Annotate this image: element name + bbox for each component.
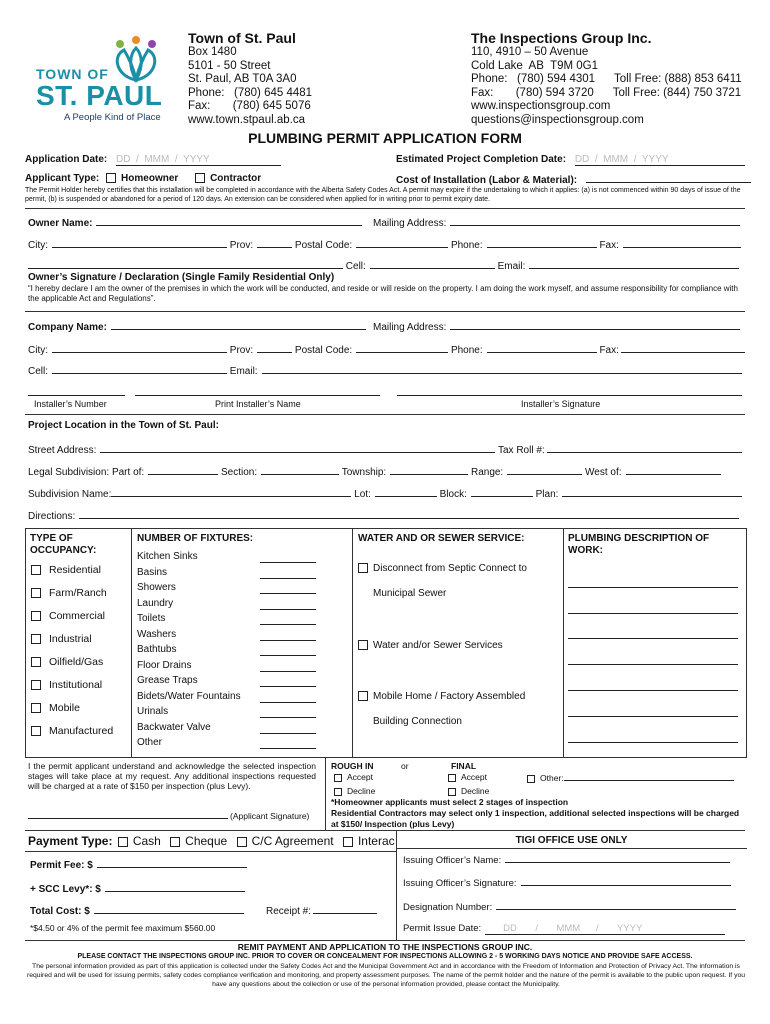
owner-cell-label: Cell: (345, 261, 366, 272)
officer-signature-row (403, 876, 731, 889)
total-label: Total Cost: $ (30, 906, 90, 917)
inspections-email[interactable]: questions@inspectionsgroup.com (471, 113, 644, 126)
permit-fee-field[interactable] (97, 858, 247, 868)
scc-levy-label: + SCC Levy*: $ (30, 884, 101, 895)
occupancy-item (31, 679, 102, 691)
officer-name-label: Issuing Officer’s Name: (403, 855, 502, 866)
occupancy-checkbox[interactable] (31, 588, 41, 598)
directions-field[interactable] (79, 509, 739, 519)
fixture-label: Urinals (137, 706, 169, 717)
applicant-signature-label: (Applicant Signature) (230, 811, 310, 821)
completion-date-label: Estimated Project Completion Date: (396, 154, 567, 165)
inspections-header (471, 30, 742, 128)
owner-phone-field[interactable] (487, 238, 597, 248)
subdivision-field[interactable] (111, 487, 351, 497)
company-cell-field[interactable] (52, 364, 227, 374)
description-line[interactable] (568, 690, 738, 691)
other-checkbox[interactable] (527, 775, 535, 783)
permit-fee-row (30, 858, 247, 871)
grid-divider (352, 528, 353, 758)
other-inspection (527, 772, 734, 783)
designation-row (403, 900, 736, 913)
company-name-field[interactable] (111, 320, 366, 330)
range-label: Range: (470, 467, 504, 478)
occupancy-label: Institutional (49, 679, 103, 691)
lot-field[interactable] (375, 487, 437, 497)
scc-levy-field[interactable] (105, 882, 245, 892)
subdivision-row (28, 487, 742, 500)
fixture-label: Floor Drains (137, 659, 192, 671)
interac-label: Interac (357, 834, 395, 848)
officer-name-field[interactable] (505, 853, 730, 863)
scc-levy-row (30, 882, 245, 895)
fixture-label: Backwater Valve (137, 721, 211, 733)
fixture-label: Showers (137, 582, 176, 593)
cheque-checkbox[interactable] (170, 837, 180, 847)
application-date-field[interactable]: DD / MMM / YYYY (116, 154, 281, 166)
project-location-title: Project Location in the Town of St. Paul: (28, 420, 219, 431)
fixture-label: Washers (137, 628, 177, 640)
owner-signature-field[interactable] (28, 259, 343, 269)
company-mailing-label: Mailing Address: (373, 322, 447, 333)
legal-row (28, 465, 721, 478)
section-field[interactable] (261, 465, 339, 475)
description-line[interactable] (568, 638, 738, 639)
payment-type-row (28, 834, 395, 848)
occupancy-item (31, 656, 103, 668)
occupancy-checkbox[interactable] (31, 657, 41, 667)
description-line[interactable] (568, 716, 738, 717)
cheque-label: Cheque (185, 834, 228, 848)
fixtures-title: NUMBER OF FIXTURES: (137, 533, 254, 544)
grid-divider (563, 528, 564, 758)
fixture-count-field[interactable] (260, 717, 316, 718)
fixture-count-field[interactable] (260, 655, 316, 656)
description-line[interactable] (568, 742, 738, 743)
block-field[interactable] (471, 487, 533, 497)
street-row (28, 443, 742, 456)
remit-notice: REMIT PAYMENT AND APPLICATION TO THE INSPECTIONS GROUP INC. (237, 942, 533, 952)
rough-in-decline-checkbox[interactable] (334, 788, 342, 796)
company-fax-field[interactable] (621, 343, 745, 353)
or-label: or (401, 761, 409, 771)
owner-postal-field[interactable] (356, 238, 448, 248)
other-field[interactable] (564, 772, 734, 781)
fixture-count-field[interactable] (260, 702, 316, 703)
fixture-label: Bidets/Water Fountains (137, 690, 241, 702)
water-option-1b: Municipal Sewer (373, 588, 447, 599)
owner-prov-label: Prov: (229, 240, 254, 251)
company-city-field[interactable] (52, 343, 227, 353)
water-option-3 (358, 691, 525, 702)
subdivision-label: Subdivision Name: (28, 489, 112, 500)
fixture-label: Kitchen Sinks (137, 551, 198, 562)
occupancy-item (31, 702, 80, 714)
office-use-title: TIGI OFFICE USE ONLY (515, 835, 628, 846)
final-accept-checkbox[interactable] (448, 774, 456, 782)
company-email-field[interactable] (262, 364, 742, 374)
owner-phone-label: Phone: (450, 240, 483, 251)
town-address-line: 5101 - 50 Street (188, 59, 271, 72)
applicant-type-label: Applicant Type: (25, 173, 100, 184)
town-fax: Fax: (780) 645 5076 (188, 100, 311, 113)
grid-divider (131, 528, 132, 758)
town-title: Town of St. Paul (188, 30, 296, 46)
payment-type-label: Payment Type: (28, 834, 113, 848)
owner-name-field[interactable] (96, 216, 362, 226)
logo-flower-icon (106, 36, 166, 84)
company-cell-label: Cell: (28, 366, 49, 377)
levy-footnote: *$4.50 or 4% of the permit fee maximum $560.00 (30, 923, 216, 933)
owner-name-row (28, 216, 362, 229)
fixture-label: Basins (137, 566, 168, 578)
divider (25, 414, 745, 415)
rough-in-label: ROUGH IN (331, 761, 374, 771)
accept-label: Accept (347, 772, 373, 782)
fixture-label: Bathtubs (137, 644, 177, 655)
fixture-count-field[interactable] (260, 562, 316, 563)
water-option-label: Mobile Home / Factory Assembled (373, 691, 526, 702)
cash-checkbox[interactable] (118, 837, 128, 847)
contractor-label: Contractor (210, 173, 262, 184)
occupancy-label: Manufactured (49, 725, 114, 737)
company-prov-label: Prov: (229, 345, 254, 356)
part-of-field[interactable] (148, 465, 218, 475)
final-label: FINAL (451, 761, 477, 771)
officer-name-row (403, 853, 730, 866)
acknowledgement-text: I the permit applicant understand and acknowledge the selected inspection stages will take place at my request. Any additional inspections requested will be charged at a rate of $150 per inspection (plus Levy). (28, 761, 316, 791)
installer-signature-field[interactable] (397, 395, 742, 396)
inspection-contact-notice: PLEASE CONTACT THE INSPECTIONS GROUP INC. PRIOR TO COVER OR CONCEALMENT FOR INSPECTIONS ALLOWING 2 - 5 WORKING DAYS NOTICE AND PROVIDE SAFE ACCESS. (77, 953, 693, 960)
town-address-line: St. Paul, AB T0A 3A0 (188, 73, 297, 86)
owner-signature-title: Owner’s Signature / Declaration (Single Family Residential Only) (28, 272, 335, 283)
owner-mailing-label: Mailing Address: (373, 218, 447, 229)
fixture-label: Toilets (137, 613, 166, 624)
street-label: Street Address: (28, 445, 97, 456)
cost-row (396, 173, 751, 186)
cash-label: Cash (132, 834, 161, 848)
form-title: PLUMBING PERMIT APPLICATION FORM (248, 130, 522, 146)
logo-name: ST. PAUL (36, 80, 163, 111)
inspections-website[interactable]: www.inspectionsgroup.com (471, 100, 611, 113)
description-line[interactable] (568, 587, 738, 588)
inspections-fax: Fax: (780) 594 3720 Toll Free: (844) 750 3721 (471, 86, 742, 99)
fixture-count-field[interactable] (260, 640, 316, 641)
occupancy-item (31, 587, 107, 599)
rough-in-accept (334, 772, 373, 782)
company-city-row (28, 343, 745, 356)
homeowner-checkbox[interactable] (106, 173, 116, 183)
occupancy-item (31, 610, 105, 622)
disconnect-septic-checkbox[interactable] (358, 563, 368, 573)
company-postal-field[interactable] (356, 343, 448, 353)
issue-date-field[interactable]: DD / MMM / YYYY (485, 923, 725, 935)
decline-label: Decline (347, 786, 376, 796)
permit-fee-label: Permit Fee: $ (30, 860, 93, 871)
description-line[interactable] (568, 664, 738, 665)
company-phone-label: Phone: (450, 345, 483, 356)
inspections-address-line: 110, 4910 – 50 Avenue (471, 46, 589, 58)
fixture-count-field[interactable] (260, 578, 316, 579)
occupancy-label: Mobile (49, 702, 80, 714)
designation-field[interactable] (496, 900, 736, 910)
occupancy-item (31, 633, 92, 645)
cost-field[interactable] (586, 173, 751, 183)
logo-town-of: TOWN OF (36, 66, 109, 82)
water-option-2 (358, 640, 503, 651)
town-phone: Phone: (780) 645 4481 (188, 86, 313, 99)
occupancy-checkbox[interactable] (31, 634, 41, 644)
divider (25, 940, 745, 941)
directions-row (28, 509, 739, 522)
company-prov-field[interactable] (257, 343, 292, 353)
owner-postal-label: Postal Code: (294, 240, 353, 251)
water-option-label: Water and/or Sewer Services (373, 640, 503, 651)
application-date-label: Application Date: (25, 154, 108, 165)
street-field[interactable] (100, 443, 495, 453)
company-city-label: City: (28, 345, 48, 356)
receipt-row (266, 904, 377, 917)
owner-name-label: Owner Name: (28, 218, 93, 229)
inspections-title: The Inspections Group Inc. (471, 30, 652, 46)
company-email-label: Email: (229, 366, 258, 377)
plan-field[interactable] (562, 487, 742, 497)
owner-prov-field[interactable] (257, 238, 292, 248)
divider (25, 851, 396, 852)
owner-mailing-row (373, 216, 740, 229)
logo-tagline: A People Kind of Place (64, 112, 161, 123)
owner-city-row (28, 238, 741, 251)
plan-label: Plan: (535, 489, 559, 500)
disclaimer: The Permit Holder hereby certifies that this installation will be completed in accordance with the Alberta Safety Codes Act. A permit may expire if the undertaking to which it applies: (a) is not commenced within 90 days of issue of the permit, (b) is suspended or abandoned for a period of 120 days. An extension can be considered when applied for in writing prior to permit expiry date. (25, 187, 741, 203)
officer-signature-field[interactable] (521, 876, 731, 886)
occupancy-label: Industrial (49, 633, 92, 645)
town-logo (36, 36, 166, 126)
township-label: Township: (341, 467, 387, 478)
completion-date-field[interactable]: DD / MMM / YYYY (575, 154, 745, 166)
water-option-3b: Building Connection (373, 716, 462, 727)
completion-date-row (396, 154, 745, 166)
divider (25, 830, 745, 831)
applicant-signature-field[interactable] (28, 818, 228, 819)
occupancy-label: Farm/Ranch (49, 587, 107, 599)
town-header (188, 30, 312, 128)
description-line[interactable] (568, 613, 738, 614)
receipt-label: Receipt #: (266, 906, 312, 917)
owner-mailing-field[interactable] (450, 216, 740, 226)
water-title: WATER AND OR SEWER SERVICE: (358, 533, 525, 544)
tax-roll-field[interactable] (547, 443, 742, 453)
divider (396, 848, 747, 849)
fixture-count-field[interactable] (260, 624, 316, 625)
final-decline-checkbox[interactable] (448, 788, 456, 796)
inspection-divider (325, 758, 326, 830)
fixture-count-field[interactable] (260, 686, 316, 687)
company-cell-row (28, 364, 742, 377)
town-address-line: Box 1480 (188, 46, 237, 58)
company-name-row (28, 320, 366, 333)
fixture-label: Laundry (137, 597, 174, 609)
cc-agreement-label: C/C Agreement (251, 834, 334, 848)
final-decline (448, 786, 489, 796)
fixture-label: Grease Traps (137, 675, 198, 686)
rough-in-decline (334, 786, 375, 796)
accept-label: Accept (461, 772, 487, 782)
homeowner-label: Homeowner (121, 173, 179, 184)
owner-city-label: City: (28, 240, 48, 251)
range-field[interactable] (507, 465, 582, 475)
occupancy-checkbox[interactable] (31, 680, 41, 690)
block-label: Block: (439, 489, 467, 500)
other-label: Other: (540, 773, 564, 783)
installer-name-label: Print Installer’s Name (215, 399, 301, 409)
installer-name-field[interactable] (135, 395, 380, 396)
company-postal-label: Postal Code: (294, 345, 353, 356)
total-row (30, 904, 244, 917)
company-phone-field[interactable] (487, 343, 597, 353)
fixture-label: Other (137, 737, 163, 748)
west-of-label: West of: (585, 467, 622, 478)
water-sewer-services-checkbox[interactable] (358, 640, 368, 650)
cc-agreement-checkbox[interactable] (237, 837, 247, 847)
owner-declaration: “I hereby declare I am the owner of the premises in which the work will be conducted, and reside or will reside on the property. I am doing the work myself, and assume responsibility for compliance with the applicable Act and Regulations”. (28, 284, 738, 303)
office-divider (396, 830, 397, 940)
occupancy-title: TYPE OF OCCUPANCY: (30, 533, 97, 556)
issue-date-row (403, 923, 725, 935)
installer-signature-label: Installer’s Signature (521, 399, 601, 409)
owner-cell-row (28, 259, 739, 272)
divider (25, 311, 745, 312)
occupancy-checkbox[interactable] (31, 611, 41, 621)
company-mailing-field[interactable] (450, 320, 740, 330)
legal-label: Legal Subdivision: Part of: (28, 467, 145, 478)
lot-label: Lot: (354, 489, 371, 500)
issue-date-label: Permit Issue Date: (403, 923, 482, 934)
receipt-field[interactable] (313, 904, 377, 914)
occupancy-label: Residential (49, 564, 101, 576)
installer-number-field[interactable] (28, 395, 125, 396)
township-field[interactable] (390, 465, 468, 475)
inspections-phone: Phone: (780) 594 4301 Toll Free: (888) 853 6411 (471, 73, 742, 86)
water-option-label: Disconnect from Septic Connect to (373, 563, 527, 574)
fixture-count-field[interactable] (260, 609, 316, 610)
company-name-label: Company Name: (28, 322, 107, 333)
total-field[interactable] (94, 904, 244, 914)
directions-label: Directions: (28, 511, 76, 522)
applicant-type-row (25, 173, 261, 184)
plumbing-description-title: PLUMBING DESCRIPTION OF WORK: (568, 533, 710, 556)
occupancy-label: Oilfield/Gas (49, 656, 104, 668)
mobile-home-checkbox[interactable] (358, 691, 368, 701)
occupancy-label: Commercial (49, 610, 106, 622)
homeowner-note: *Homeowner applicants must select 2 stages of inspection (331, 797, 569, 807)
contractor-note: Residential Contractors may select only 1 inspection, additional selected inspections will be charged at $150/ Inspection (plus Levy) (331, 808, 740, 829)
occupancy-checkbox[interactable] (31, 565, 41, 575)
company-fax-label: Fax: (599, 345, 619, 356)
owner-email-field[interactable] (529, 259, 739, 269)
application-date-row (25, 154, 281, 166)
water-option-1 (358, 563, 527, 574)
owner-cell-field[interactable] (370, 259, 495, 269)
west-of-field[interactable] (626, 465, 721, 475)
fixture-count-field[interactable] (260, 748, 316, 749)
divider (25, 208, 745, 209)
owner-city-field[interactable] (52, 238, 227, 248)
inspections-address-line: Cold Lake AB T9M 0G1 (471, 59, 598, 72)
occupancy-item (31, 725, 113, 737)
section-label: Section: (220, 467, 258, 478)
fixture-count-field[interactable] (260, 671, 316, 672)
tax-roll-label: Tax Roll #: (497, 445, 545, 456)
final-accept (448, 772, 487, 782)
cost-label: Cost of Installation (Labor & Material): (396, 175, 578, 186)
designation-label: Designation Number: (403, 902, 493, 913)
occupancy-checkbox[interactable] (31, 726, 41, 736)
occupancy-item (31, 564, 101, 576)
privacy-notice: The personal information provided as part of this application is collected under the Safety Codes Act and the Municipal Government Act and in accordance with the Freedom of Information and Protection of Privacy Act. The information is required and will be used for issuing permits, safety codes compliance verification and monitoring, and property assessment purposes. The name of the permit holder and the nature of the permit is available to the public upon request. If you have any questions about the collection or use of the personal information provided, please contact the Municipality. (26, 963, 746, 988)
owner-fax-field[interactable] (623, 238, 741, 248)
officer-signature-label: Issuing Officer’s Signature: (403, 878, 517, 889)
decline-label: Decline (461, 786, 490, 796)
fixture-count-field[interactable] (260, 593, 316, 594)
fixture-count-field[interactable] (260, 733, 316, 734)
town-website[interactable]: www.town.stpaul.ab.ca (188, 113, 305, 126)
rough-in-accept-checkbox[interactable] (334, 774, 342, 782)
owner-fax-label: Fax: (599, 240, 619, 251)
interac-checkbox[interactable] (343, 837, 353, 847)
occupancy-checkbox[interactable] (31, 703, 41, 713)
contractor-checkbox[interactable] (195, 173, 205, 183)
owner-email-label: Email: (497, 261, 526, 272)
company-mailing-row (373, 320, 740, 333)
installer-number-label: Installer’s Number (34, 399, 107, 409)
